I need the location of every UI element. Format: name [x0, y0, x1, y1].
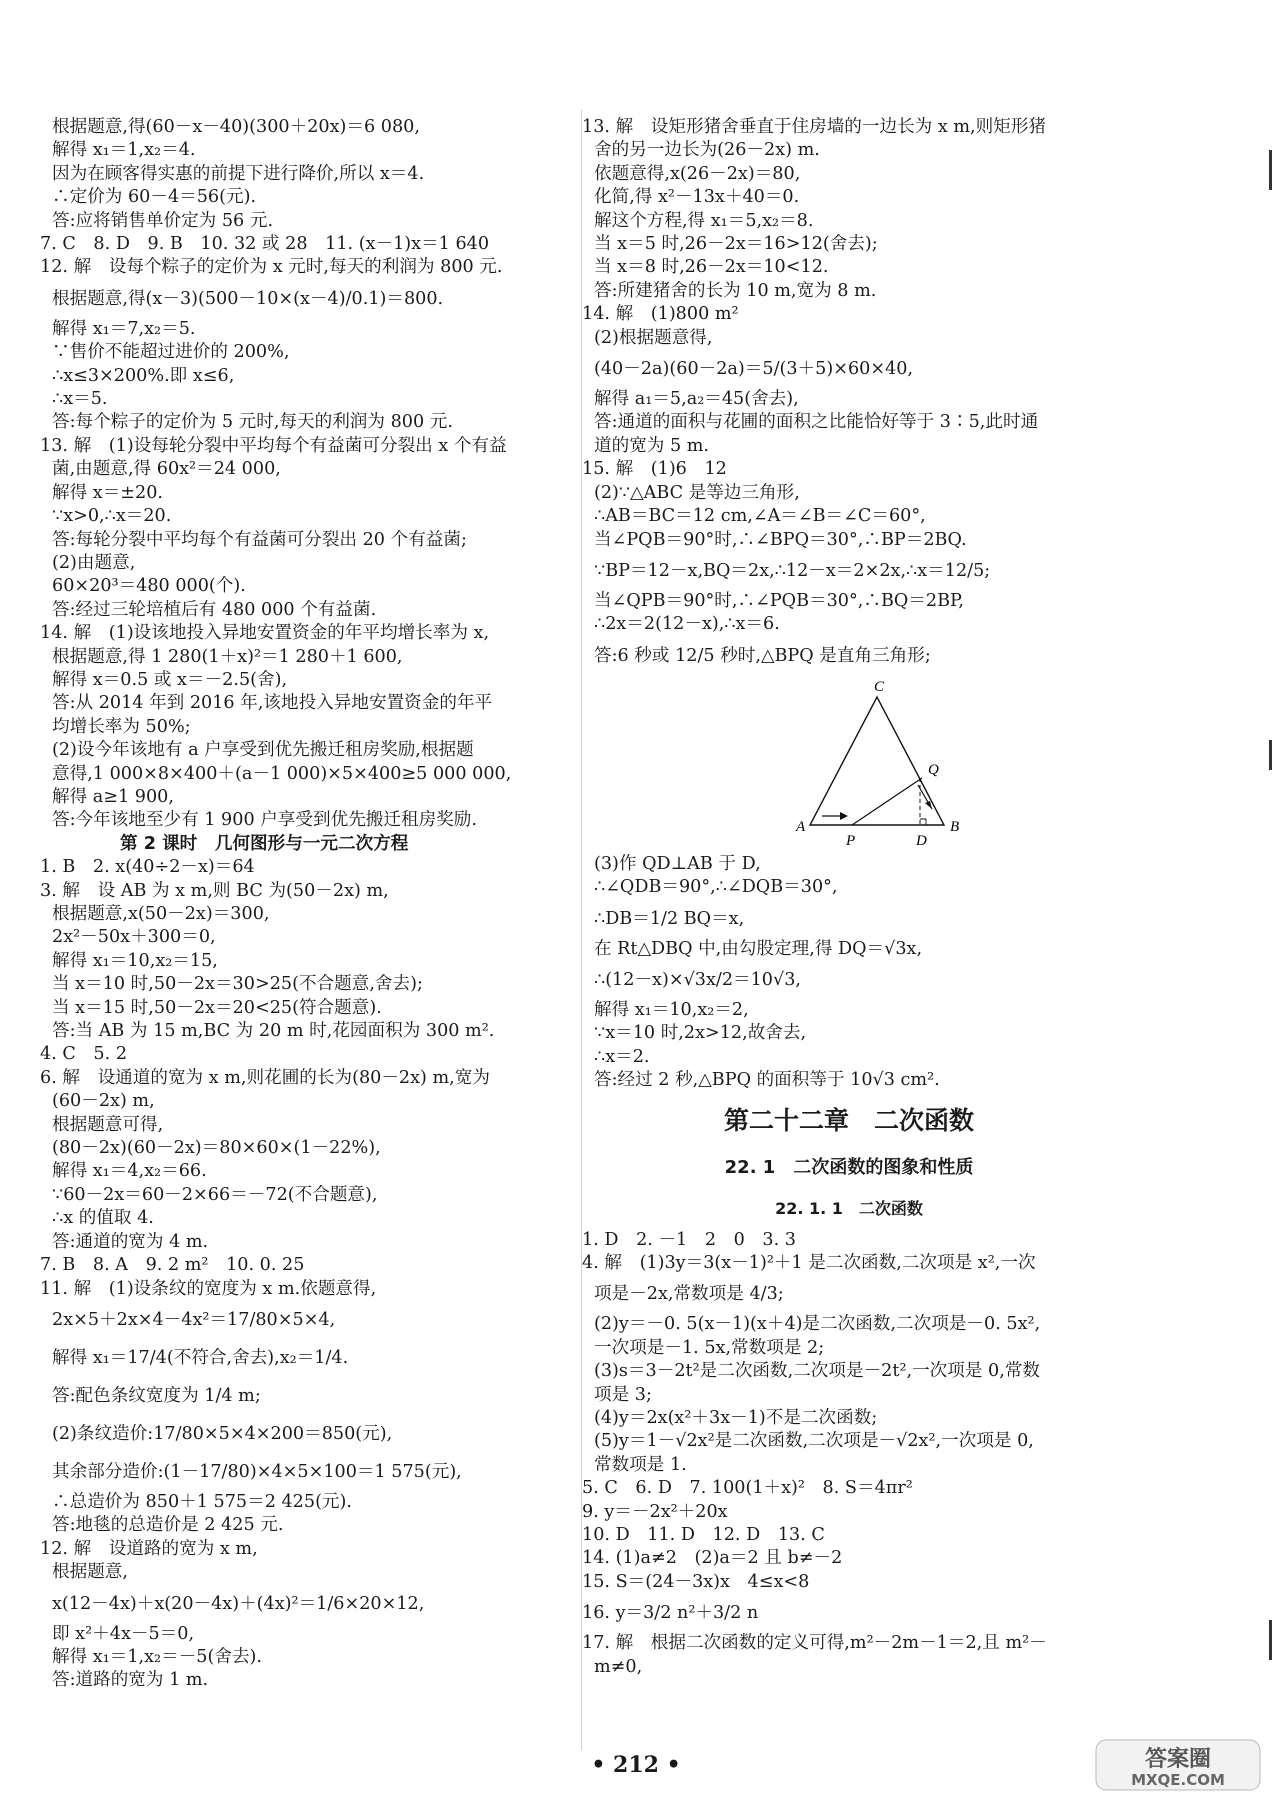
- text-line: 第 2 课时 几何图形与一元二次方程: [120, 833, 409, 854]
- text-line: (2)条纹造价:17/80×5×4×200＝850(元),: [52, 1423, 393, 1444]
- text-line: 13. 解 设矩形猪舍垂直于住房墙的一边长为 x m,则矩形猪: [582, 117, 1047, 137]
- text-line: 解得 x₁＝1,x₂＝4.: [52, 140, 196, 161]
- page-number: • 212 •: [591, 1752, 681, 1778]
- text-line: 答:所建猪舍的长为 10 m,宽为 8 m.: [594, 280, 877, 301]
- text-line: 当∠QPB＝90°时,∴∠PQB＝30°,∴BQ＝2BP,: [594, 590, 964, 611]
- label-C: C: [874, 678, 885, 695]
- text-line: 12. 解 设道路的宽为 x m,: [40, 1538, 258, 1559]
- text-line: 项是 3;: [594, 1384, 652, 1405]
- text-line: ∵x>0,∴x＝20.: [52, 506, 172, 527]
- text-line: 解得 x＝±20.: [52, 482, 164, 503]
- text-line: 依题意得,x(26－2x)＝80,: [594, 163, 801, 184]
- solution-block-middle: [582, 853, 1116, 1093]
- text-line: 答:从 2014 年到 2016 年,该地投入异地安置资金的年平: [52, 693, 493, 714]
- text-line: 6. 解 设通道的宽为 x m,则花圃的长为(80－2x) m,宽为: [40, 1067, 490, 1088]
- text-line: ∴(12－x)×√3x/2＝10√3,: [594, 969, 801, 990]
- text-line: 16. y＝3/2 n²＋3/2 n: [582, 1603, 759, 1624]
- text-line: 答:地毯的总造价是 2 425 元.: [52, 1515, 284, 1536]
- text-line: 解得 x₁＝10,x₂＝2,: [594, 999, 749, 1020]
- text-line: (40－2a)(60－2a)＝5/(3＋5)×60×40,: [594, 359, 914, 380]
- text-line: 在 Rt△DBQ 中,由勾股定理,得 DQ＝√3x,: [594, 938, 923, 959]
- text-line: ∵x＝10 时,2x>12,故舍去,: [594, 1023, 807, 1044]
- section-title: 22. 1 二次函数的图象和性质: [724, 1156, 974, 1178]
- text-line: ∵BP＝12－x,BQ＝2x,∴12－x＝2×2x,∴x＝12/5;: [594, 560, 991, 581]
- svg-text:答案圈: 答案圈: [1144, 1747, 1212, 1772]
- text-line: 答:6 秒或 12/5 秒时,△BPQ 是直角三角形;: [594, 645, 931, 666]
- text-line: 根据题意,得(x－3)(500－10×(x－4)/0.1)＝800.: [52, 288, 444, 309]
- text-line: 当∠PQB＝90°时,∴∠BPQ＝30°,∴BP＝2BQ.: [594, 529, 967, 550]
- text-line: ∴DB＝1/2 BQ＝x,: [594, 908, 745, 929]
- text-line: 答:通道的面积与花圃的面积之比能恰好等于 3∶5,此时通: [594, 412, 1039, 433]
- text-line: 舍的另一边长为(26－2x) m.: [594, 140, 820, 161]
- text-line: 解得 x＝0.5 或 x＝－2.5(舍),: [52, 669, 288, 690]
- text-line: 因为在顾客得实惠的前提下进行降价,所以 x＝4.: [52, 163, 425, 184]
- text-line: ∵售价不能超过进价的 200%,: [52, 342, 290, 363]
- text-line: 7. B 8. A 9. 2 m² 10. 0. 25: [40, 1255, 305, 1276]
- text-line: (4)y＝2x(x²＋3x－1)不是二次函数;: [594, 1408, 878, 1428]
- text-line: 答:当 AB 为 15 m,BC 为 20 m 时,花园面积为 300 m².: [52, 1021, 495, 1042]
- text-line: ∴2x＝2(12－x),∴x＝6.: [594, 614, 780, 635]
- text-line: 5. C 6. D 7. 100(1＋x)² 8. S＝4πr²: [582, 1478, 913, 1499]
- text-line: 化简,得 x²－13x＋40＝0.: [594, 187, 800, 208]
- solution-block-bottom: [582, 1229, 1116, 1680]
- text-line: (60－2x) m,: [52, 1091, 155, 1112]
- text-line: 当 x＝15 时,50－2x＝20<25(符合题意).: [52, 997, 382, 1018]
- label-Q: Q: [928, 761, 939, 778]
- text-line: (3)作 QD⊥AB 于 D,: [594, 853, 761, 874]
- text-line: 15. 解 (1)6 12: [582, 459, 727, 480]
- text-line: 4. 解 (1)3y＝3(x－1)²＋1 是二次函数,二次项是 x²,一次: [582, 1252, 1036, 1273]
- text-line: 解得 x₁＝4,x₂＝66.: [52, 1161, 207, 1182]
- text-line: 12. 解 设每个粽子的定价为 x 元时,每天的利润为 800 元.: [40, 257, 503, 278]
- chapter-title: 第二十二章 二次函数: [723, 1105, 974, 1135]
- text-line: 根据题意,得 1 280(1＋x)²＝1 280＋1 600,: [52, 646, 403, 667]
- text-line: 答:配色条纹宽度为 1/4 m;: [52, 1385, 261, 1406]
- text-line: ∴定价为 60－4＝56(元).: [52, 187, 257, 208]
- text-line: 7. C 8. D 9. B 10. 32 或 28 11. (x－1)x＝1 640: [40, 234, 490, 255]
- text-line: 根据题意可得,: [52, 1114, 164, 1135]
- text-line: 1. B 2. x(40÷2－x)＝64: [40, 857, 255, 878]
- text-line: (2)设今年该地有 a 户享受到优先搬迁租房奖励,根据题: [52, 740, 474, 761]
- text-line: 答:通道的宽为 4 m.: [52, 1231, 209, 1252]
- text-line: 11. 解 (1)设条纹的宽度为 x m.依题意得,: [40, 1278, 377, 1299]
- text-line: 一次项是－1. 5x,常数项是 2;: [594, 1337, 825, 1358]
- text-line: 根据题意,x(50－2x)＝300,: [52, 904, 270, 924]
- text-line: ∴x＝2.: [594, 1046, 650, 1067]
- text-line: 10. D 11. D 12. D 13. C: [582, 1525, 825, 1546]
- text-line: 答:经过 2 秒,△BPQ 的面积等于 10√3 cm².: [594, 1070, 940, 1091]
- text-line: ∴x≤3×200%.即 x≤6,: [52, 365, 235, 386]
- text-line: 答:每轮分裂中平均每个有益菌可分裂出 20 个有益菌;: [52, 529, 467, 550]
- equilateral-triangle-diagram: [782, 675, 982, 853]
- right-column: [582, 116, 1116, 1679]
- text-line: 其余部分造价:(1－17/80)×4×5×100＝1 575(元),: [52, 1461, 462, 1482]
- text-line: 根据题意,得(60－x－40)(300＋20x)＝6 080,: [52, 117, 420, 137]
- text-line: (2)由题意,: [52, 552, 136, 573]
- text-line: 解得 x₁＝10,x₂＝15,: [52, 950, 218, 971]
- text-line: 17. 解 根据二次函数的定义可得,m²－2m－1＝2,且 m²－: [582, 1633, 1047, 1654]
- label-A: A: [796, 818, 806, 835]
- text-line: 4. C 5. 2: [40, 1044, 128, 1065]
- text-line: (5)y＝1－√2x²是二次函数,二次项是－√2x²,一次项是 0,: [594, 1431, 1034, 1452]
- text-line: 答:应将销售单价定为 56 元.: [52, 210, 274, 231]
- text-line: 14. 解 (1)800 m²: [582, 304, 739, 325]
- triangle-figure: [582, 675, 1116, 853]
- text-line: 常数项是 1.: [594, 1454, 687, 1475]
- text-line: 意得,1 000×8×400＋(a－1 000)×5×400≥5 000 000,: [52, 763, 512, 784]
- text-line: 项是－2x,常数项是 4/3;: [594, 1284, 784, 1305]
- text-line: 解得 a₁＝5,a₂＝45(舍去),: [594, 389, 799, 410]
- text-line: 1. D 2. －1 2 0 3. 3: [582, 1229, 796, 1250]
- text-line: 解得 x₁＝1,x₂＝－5(舍去).: [52, 1646, 263, 1667]
- text-line: 13. 解 (1)设每轮分裂中平均每个有益菌可分裂出 x 个有益: [40, 435, 507, 456]
- text-line: 解得 a≥1 900,: [52, 786, 174, 807]
- text-line: 道的宽为 5 m.: [594, 435, 710, 456]
- text-line: 解这个方程,得 x₁＝5,x₂＝8.: [594, 210, 814, 231]
- label-P: P: [846, 832, 856, 849]
- text-line: 14. 解 (1)设该地投入异地安置资金的年平均增长率为 x,: [40, 623, 490, 644]
- text-line: ∴x 的值取 4.: [52, 1208, 154, 1229]
- text-line: 当 x＝10 时,50－2x＝30>25(不合题意,舍去);: [52, 974, 423, 995]
- text-line: 答:经过三轮培植后有 480 000 个有益菌.: [52, 599, 377, 620]
- text-line: 14. (1)a≠2 (2)a＝2 且 b≠－2: [582, 1548, 843, 1569]
- text-line: 解得 x₁＝17/4(不符合,舍去),x₂＝1/4.: [52, 1347, 349, 1368]
- text-line: 即 x²＋4x－5＝0,: [52, 1623, 195, 1644]
- text-line: (3)s＝3－2t²是二次函数,二次项是－2t²,一次项是 0,常数: [594, 1361, 1041, 1382]
- text-line: (80－2x)(60－2x)＝80×60×(1－22%),: [52, 1138, 381, 1159]
- text-line: 2x²－50x＋300＝0,: [52, 927, 216, 948]
- text-line: (2)根据题意得,: [594, 327, 713, 348]
- text-line: 答:今年该地至少有 1 900 户享受到优先搬迁租房奖励.: [52, 810, 477, 831]
- label-B: B: [950, 818, 960, 835]
- text-line: 2x×5＋2x×4－4x²＝17/80×5×4,: [52, 1309, 336, 1330]
- svg-text:MXQE.COM: MXQE.COM: [1131, 1771, 1225, 1789]
- text-line: 9. y＝－2x²＋20x: [582, 1501, 728, 1522]
- text-line: 答:每个粽子的定价为 5 元时,每天的利润为 800 元.: [52, 412, 453, 433]
- text-line: ∴总造价为 850＋1 575＝2 425(元).: [52, 1491, 352, 1512]
- text-line: ∴x＝5.: [52, 389, 108, 410]
- text-line: 菌,由题意,得 60x²＝24 000,: [52, 459, 281, 480]
- text-line: 当 x＝8 时,26－2x＝10<12.: [594, 257, 829, 278]
- text-line: (2)y＝－0. 5(x－1)(x＋4)是二次函数,二次项是－0. 5x²,: [594, 1314, 1041, 1335]
- text-line: 当 x＝5 时,26－2x＝16>12(舍去);: [594, 234, 878, 255]
- text-line: x(12－4x)＋x(20－4x)＋(4x)²＝1/6×20×12,: [52, 1593, 425, 1614]
- text-line: 解得 x₁＝7,x₂＝5.: [52, 318, 196, 339]
- text-line: 60×20³＝480 000(个).: [52, 576, 246, 597]
- text-line: m≠0,: [594, 1656, 643, 1677]
- label-D: D: [916, 832, 927, 849]
- text-line: (2)∵△ABC 是等边三角形,: [594, 482, 800, 503]
- text-line: ∴∠QDB＝90°,∴∠DQB＝30°,: [594, 877, 838, 898]
- left-column: [40, 116, 580, 1693]
- solution-block-top: [582, 116, 1116, 675]
- text-line: ∵60－2x＝60－2×66＝－72(不合题意),: [52, 1184, 378, 1205]
- text-line: 3. 解 设 AB 为 x m,则 BC 为(50－2x) m,: [40, 880, 389, 901]
- text-line: 答:道路的宽为 1 m.: [52, 1670, 209, 1691]
- watermark-logo: [1094, 1738, 1262, 1792]
- text-line: 根据题意,: [52, 1562, 128, 1583]
- subsection-title: 22. 1. 1 二次函数: [775, 1198, 923, 1218]
- text-line: ∴AB＝BC＝12 cm,∠A＝∠B＝∠C＝60°,: [594, 506, 926, 527]
- text-line: 均增长率为 50%;: [52, 716, 191, 737]
- text-line: 15. S＝(24－3x)x 4≤x<8: [582, 1571, 810, 1592]
